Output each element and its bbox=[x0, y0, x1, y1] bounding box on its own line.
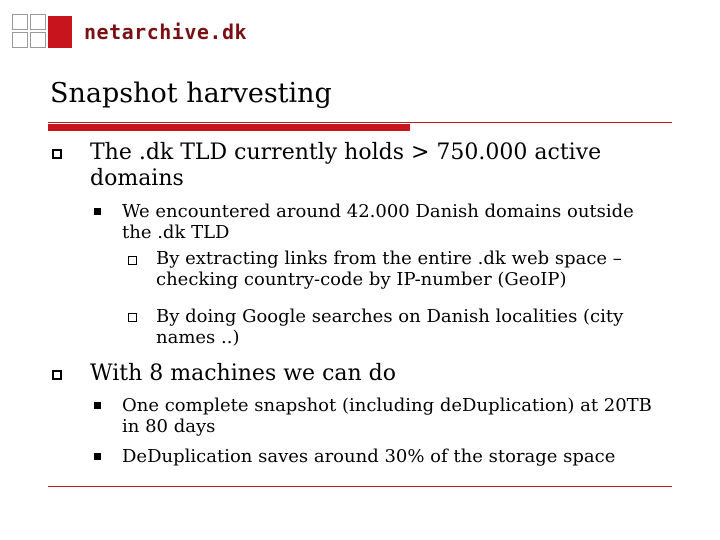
bullet-hollow-square-icon bbox=[52, 149, 62, 159]
bullet-hollow-square-small-icon bbox=[128, 256, 137, 265]
netarchive-logo-mark bbox=[12, 14, 74, 50]
bullet-level2: DeDuplication saves around 30% of the storage space bbox=[122, 446, 616, 467]
footer-rule bbox=[48, 486, 672, 487]
slide-title: Snapshot harvesting bbox=[50, 78, 332, 109]
bullet-level3: By extracting links from the entire .dk web space – checking country-code by IP-number (GeoIP) bbox=[156, 248, 622, 290]
bullet-hollow-square-icon bbox=[52, 370, 62, 380]
bullet-solid-square-icon bbox=[94, 402, 101, 409]
bullet-level2: We encountered around 42.000 Danish domains outside the .dk TLD bbox=[122, 201, 634, 243]
title-rule-thin bbox=[48, 122, 672, 123]
bullet-level3: By doing Google searches on Danish localities (city names ..) bbox=[156, 306, 624, 348]
logo-grid-icon bbox=[12, 14, 74, 50]
bullet-level1: With 8 machines we can do bbox=[90, 361, 397, 386]
bullet-hollow-square-small-icon bbox=[128, 313, 137, 322]
bullet-level1: The .dk TLD currently holds > 750.000 active domains bbox=[90, 140, 602, 191]
title-rule-thick bbox=[48, 124, 410, 131]
bullet-solid-square-icon bbox=[94, 453, 101, 460]
logo-wordmark: netarchive.dk bbox=[84, 20, 248, 44]
bullet-level2: One complete snapshot (including deDuplication) at 20TB in 80 days bbox=[122, 395, 652, 437]
bullet-solid-square-icon bbox=[94, 208, 101, 215]
